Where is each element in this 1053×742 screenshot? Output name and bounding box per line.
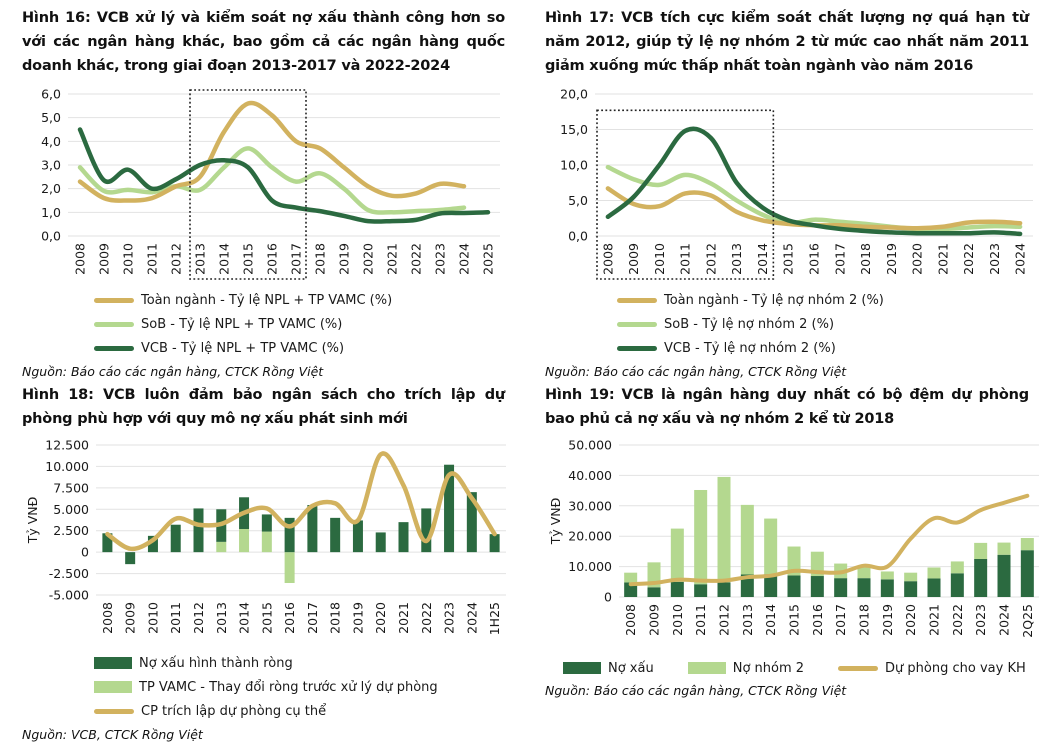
legend-item-vcb: [94, 336, 505, 360]
legend-label: Nợ xấu: [608, 660, 654, 676]
legend-item-industry: [617, 288, 1029, 312]
fig16-svg: [22, 86, 514, 282]
figure-16-panel: [0, 0, 523, 377]
svg-text:10,0: 10,0: [560, 157, 588, 173]
provision-line-swatch: [94, 709, 134, 714]
npl-bar-swatch: [563, 662, 601, 674]
svg-text:2020: 2020: [373, 602, 389, 634]
figure-17-panel: [523, 0, 1047, 377]
svg-text:2017: 2017: [288, 243, 304, 275]
figure-19-title: Hình 19: VCB là ngân hàng duy nhất có bộ đệm dự phòng bao phủ cả nợ xấu và nợ nhóm 2 kể từ 2018: [545, 387, 1029, 427]
svg-text:2014: 2014: [216, 243, 232, 275]
figure-18-chart: [22, 439, 505, 649]
legend-label: VCB - Tỷ lệ NPL + TP VAMC (%): [141, 340, 345, 356]
fig19-svg: [545, 439, 1053, 645]
svg-text:2022: 2022: [961, 243, 977, 275]
svg-text:2022: 2022: [949, 604, 965, 636]
figure-16-legend: [94, 288, 505, 360]
svg-text:5,0: 5,0: [568, 193, 588, 208]
svg-text:2023: 2023: [973, 604, 989, 636]
legend-item-npl: [94, 651, 505, 675]
figure-19-source: Nguồn: Báo cáo các ngân hàng, CTCK Rồng Việt: [545, 683, 847, 698]
svg-text:20.000: 20.000: [568, 528, 612, 544]
svg-text:2024: 2024: [1012, 243, 1028, 275]
svg-text:2008: 2008: [600, 243, 616, 275]
svg-text:2018: 2018: [312, 243, 328, 275]
svg-text:2010: 2010: [651, 243, 667, 275]
legend-label: SoB - Tỷ lệ nợ nhóm 2 (%): [664, 316, 835, 332]
figure-17-title: Hình 17: VCB tích cực kiểm soát chất lượng nợ quá hạn từ năm 2012, giúp tỷ lệ nợ nhóm 2 từ mức cao nhất năm 2011 giảm xuống mức thấp nhất toàn ngành vào năm 2016: [545, 10, 1029, 74]
svg-text:2011: 2011: [693, 604, 709, 636]
svg-text:2019: 2019: [350, 602, 366, 634]
svg-text:2018: 2018: [856, 604, 872, 636]
svg-text:2Q25: 2Q25: [1019, 604, 1035, 638]
svg-text:2012: 2012: [168, 243, 184, 275]
sob-line-swatch: [94, 322, 134, 327]
svg-text:2016: 2016: [806, 243, 822, 275]
svg-text:2012: 2012: [703, 243, 719, 275]
svg-text:2009: 2009: [626, 243, 642, 275]
legend-label: CP trích lập dự phòng cụ thể: [141, 703, 327, 719]
svg-text:2024: 2024: [996, 604, 1012, 636]
svg-text:2021: 2021: [396, 602, 411, 634]
svg-text:2022: 2022: [418, 602, 434, 634]
svg-text:2008: 2008: [99, 602, 115, 634]
legend-item-industry: [94, 288, 505, 312]
svg-text:5,0: 5,0: [41, 110, 61, 126]
legend-label: TP VAMC - Thay đổi ròng trước xử lý dự phòng: [139, 679, 438, 695]
svg-text:0: 0: [604, 589, 612, 605]
legend-item-npl: [563, 657, 654, 679]
svg-text:50.000: 50.000: [568, 437, 612, 453]
industry-line-swatch: [94, 298, 134, 303]
provision-line-swatch: [838, 666, 878, 671]
svg-text:2024: 2024: [456, 243, 472, 275]
svg-text:2025: 2025: [480, 243, 496, 275]
svg-text:2010: 2010: [669, 604, 685, 636]
industry-line-swatch: [617, 298, 657, 303]
svg-text:2020: 2020: [360, 243, 376, 275]
svg-text:2013: 2013: [729, 243, 745, 275]
legend-label: Toàn ngành - Tỷ lệ NPL + TP VAMC (%): [141, 292, 393, 308]
figure-16-chart: [22, 86, 505, 286]
legend-item-vcb: [617, 336, 1029, 360]
svg-text:2012: 2012: [716, 604, 732, 636]
svg-text:0,0: 0,0: [41, 228, 61, 244]
legend-item-provision: [838, 657, 1026, 679]
legend-item-provision: [94, 699, 505, 723]
svg-text:2017: 2017: [832, 243, 848, 275]
legend-item-group2: [688, 657, 804, 679]
svg-text:2,0: 2,0: [41, 181, 61, 197]
legend-label: Toàn ngành - Tỷ lệ nợ nhóm 2 (%): [664, 292, 884, 308]
svg-text:40.000: 40.000: [568, 467, 612, 483]
svg-text:-5.000: -5.000: [48, 587, 89, 603]
svg-text:2011: 2011: [677, 243, 693, 275]
svg-text:2011: 2011: [168, 602, 184, 634]
svg-text:30.000: 30.000: [568, 498, 612, 514]
svg-text:2023: 2023: [441, 602, 457, 634]
svg-text:2013: 2013: [213, 602, 229, 634]
svg-text:7.500: 7.500: [53, 480, 89, 496]
svg-text:2012: 2012: [191, 602, 206, 634]
svg-text:2009: 2009: [646, 604, 662, 636]
fig18-svg: [22, 439, 518, 645]
svg-text:4,0: 4,0: [41, 133, 61, 149]
svg-text:2010: 2010: [120, 243, 136, 275]
figure-19-legend: [563, 657, 1029, 679]
svg-text:2014: 2014: [236, 602, 252, 634]
svg-text:2018: 2018: [327, 602, 343, 634]
figure-18-title: Hình 18: VCB luôn đảm bảo ngân sách cho trích lập dự phòng phù hợp với quy mô nợ xấu phát sinh mới: [22, 387, 505, 427]
svg-text:0,0: 0,0: [568, 228, 588, 244]
legend-item-vamc: [94, 675, 505, 699]
figure-19-panel: [523, 377, 1047, 731]
svg-text:2008: 2008: [72, 243, 88, 275]
legend-label: Dự phòng cho vay KH: [885, 660, 1026, 676]
svg-text:2016: 2016: [282, 602, 298, 634]
svg-text:6,0: 6,0: [41, 86, 61, 102]
svg-text:2013: 2013: [739, 604, 755, 636]
figure-18-legend: [94, 651, 505, 723]
svg-text:2020: 2020: [903, 604, 919, 636]
legend-label: Nợ nhóm 2: [732, 660, 805, 676]
legend-item-sob: [617, 312, 1029, 336]
figure-16-source: Nguồn: Báo cáo các ngân hàng, CTCK Rồng Việt: [22, 364, 324, 379]
vcb-line-swatch: [617, 346, 657, 351]
svg-text:1H25: 1H25: [487, 602, 503, 636]
figure-16-title: Hình 16: VCB xử lý và kiểm soát nợ xấu thành công hơn so với các ngân hàng khác, bao gồm cả các ngân hàng quốc doanh khác, trong giai đoạn 2013-2017 và 2022-2024: [22, 10, 505, 74]
svg-text:2021: 2021: [384, 243, 400, 275]
figure-17-chart: [545, 86, 1029, 286]
svg-text:12.500: 12.500: [45, 437, 89, 453]
svg-text:2018: 2018: [858, 243, 874, 275]
svg-text:-2.500: -2.500: [48, 566, 89, 582]
figure-19-chart: [545, 437, 1035, 649]
svg-text:2009: 2009: [122, 602, 138, 634]
legend-label: SoB - Tỷ lệ NPL + TP VAMC (%): [141, 316, 343, 332]
svg-text:2014: 2014: [763, 604, 779, 636]
svg-text:15,0: 15,0: [560, 122, 588, 137]
svg-text:2015: 2015: [240, 243, 256, 275]
svg-text:1,0: 1,0: [41, 204, 61, 220]
svg-text:2020: 2020: [909, 243, 925, 275]
svg-text:2024: 2024: [464, 602, 480, 634]
svg-text:2014: 2014: [754, 243, 770, 275]
group2-bar-swatch: [688, 662, 726, 674]
svg-text:2016: 2016: [809, 604, 825, 636]
svg-text:2011: 2011: [144, 243, 160, 275]
svg-text:2019: 2019: [883, 243, 899, 275]
svg-text:2016: 2016: [264, 243, 280, 275]
svg-text:Tỷ VNĐ: Tỷ VNĐ: [548, 497, 563, 545]
svg-text:2022: 2022: [408, 243, 424, 275]
legend-label: VCB - Tỷ lệ nợ nhóm 2 (%): [664, 340, 836, 356]
svg-text:2023: 2023: [432, 243, 448, 275]
svg-text:2017: 2017: [304, 602, 320, 634]
vcb-line-swatch: [94, 346, 134, 351]
svg-text:2021: 2021: [935, 243, 951, 275]
sob-line-swatch: [617, 322, 657, 327]
svg-text:20,0: 20,0: [560, 86, 588, 102]
svg-text:2023: 2023: [986, 243, 1002, 275]
svg-text:2009: 2009: [96, 243, 112, 275]
figure-17-legend: [617, 288, 1029, 360]
svg-text:2015: 2015: [259, 602, 275, 634]
svg-text:2010: 2010: [145, 602, 161, 634]
legend-label: Nợ xấu hình thành ròng: [139, 655, 293, 671]
npl-bar-swatch: [94, 657, 132, 669]
fig17-svg: [545, 86, 1045, 282]
svg-text:2015: 2015: [786, 604, 802, 636]
svg-text:10.000: 10.000: [45, 458, 89, 474]
svg-text:2017: 2017: [833, 604, 849, 636]
svg-text:2019: 2019: [336, 243, 352, 275]
svg-text:3,0: 3,0: [41, 157, 61, 173]
svg-text:5.000: 5.000: [53, 501, 89, 517]
svg-text:2019: 2019: [879, 604, 895, 636]
svg-text:Tỷ VNĐ: Tỷ VNĐ: [25, 496, 40, 544]
figure-17-source: Nguồn: Báo cáo các ngân hàng, CTCK Rồng Việt: [545, 364, 847, 379]
legend-item-sob: [94, 312, 505, 336]
svg-text:2021: 2021: [926, 604, 942, 636]
figure-18-panel: [0, 377, 523, 742]
svg-text:0: 0: [81, 544, 89, 560]
svg-text:2015: 2015: [780, 243, 796, 275]
figure-18-source: Nguồn: VCB, CTCK Rồng Việt: [22, 727, 203, 742]
svg-text:10.000: 10.000: [568, 559, 612, 575]
vamc-bar-swatch: [94, 681, 132, 693]
svg-text:2008: 2008: [623, 604, 639, 636]
svg-text:2013: 2013: [192, 243, 208, 275]
svg-text:2.500: 2.500: [53, 523, 89, 539]
